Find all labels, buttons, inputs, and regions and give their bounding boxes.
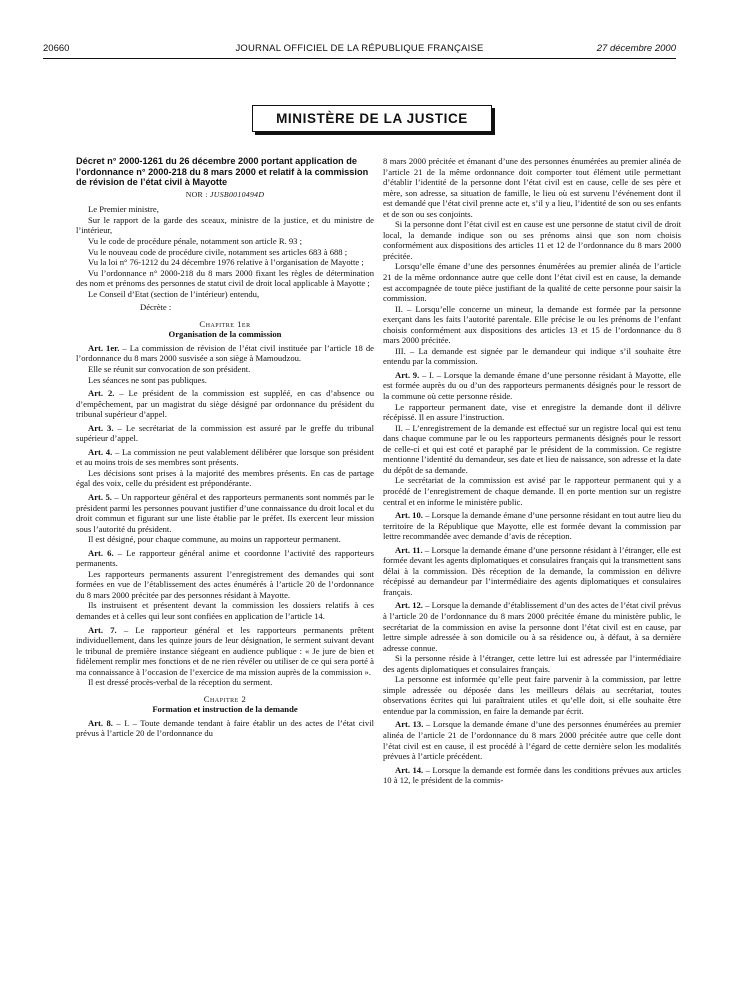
ministry-heading: MINISTÈRE DE LA JUSTICE	[252, 105, 492, 132]
paragraph: Sur le rapport de la garde des sceaux, ministre de la justice, et du ministre de l’intérieur,	[76, 214, 374, 236]
paragraph: Vu le code de procédure pénale, notamment son article R. 93 ;	[88, 235, 303, 246]
paragraph: Ils instruisent et présentent devant la commission les dossiers relatifs à ces demandes et à celles qui leur sont confiées en application de l’article 14.	[76, 600, 374, 622]
paragraph: Vu le nouveau code de procédure civile, notamment ses articles 683 à 688 ;	[88, 246, 348, 257]
article: Art. 3. – Le secrétariat de la commission est assuré par le greffe du tribunal supérieur d’appel.	[76, 422, 375, 444]
article: Art. 12. – Lorsque la demande d’établissement d’un des actes de l’état civil prévus à l’article 20 de l’ordonnance du 8 mars 2000 précitée émane du ministère public, le secrétariat de la commission en avise la personne dont l’état civil est en cause, par lettre simple adressée à son domicile ou à sa résidence ou, à défaut, à sa dernière adresse connue.	[383, 600, 681, 653]
nor-label: NOR :	[185, 189, 208, 199]
article-label: Art. 12.	[395, 600, 423, 611]
article: Art. 8. – I. – Toute demande tendant à faire établir un des actes de l’état civil prévus à l’article 20 de l’ordonnance du	[76, 717, 375, 739]
paragraph: Vu l’ordonnance n° 2000-218 du 8 mars 2000 fixant les règles de détermination des nom et prénoms des personnes de statut civil de droit local applicable à Mayotte ;	[76, 267, 374, 289]
nor-reference	[76, 190, 374, 201]
running-header	[43, 43, 676, 57]
article-label: Art. 7.	[88, 624, 117, 635]
paragraph: 8 mars 2000 précitée et émanant d’une des personnes énumérées au premier alinéa de l’article 21 de la même ordonnance doit comporter tout élément utile permettant d’établir l’identité de la personne dont l’état civil est en cause, celle de ses père et mère, son adresse, sa situation de famille, le lieu où est survenu l’événement dont il est demandé que l’état civil prenne acte et, s’il y a lieu, l’identité de son ou ses enfants et de son ou ses conjoints.	[383, 156, 681, 219]
paragraph: III. – La demande est signée par le demandeur qui indique s’il souhaite être entendu par la commission.	[383, 345, 681, 367]
paragraph: Le rapporteur permanent date, vise et enregistre la demande dont il délivre récépissé. Il en assure l’instruction.	[383, 401, 681, 423]
paragraph: II. – Lorsqu’elle concerne un mineur, la demande est formée par la personne exerçant dans les faits l’autorité parentale. Elle précise le ou les prénoms de l’enfant choisis conformément aux dispositions des articles 13 et 15 de l’ordonnance du 8 mars 2000 précitée.	[383, 303, 681, 346]
paragraph: Vu la loi n° 76-1212 du 24 décembre 1976 relative à l’organisation de Mayotte ;	[88, 257, 364, 268]
article-label: Art. 14.	[395, 764, 424, 775]
chapter-label: Chapitre 2	[203, 693, 247, 704]
nor-code: JUSB0010494D	[210, 189, 265, 199]
article: Art. 6. – Le rapporteur général anime et coordonne l’activité des rapporteurs permanents.	[76, 547, 375, 569]
right-column	[383, 156, 681, 786]
article-label: Art. 2.	[88, 388, 115, 399]
paragraph: Il est dressé procès-verbal de la réception du serment.	[88, 677, 273, 688]
article: Art. 14. – Lorsque la demande est formée dans les conditions prévues aux articles 10 à 12, le président de la commis-	[383, 764, 682, 786]
article: Art. 1er. – La commission de révision de l’état civil instituée par l’article 18 de l’ordonnance du 8 mars 2000 susvisée a son siège à Mamoudzou.	[76, 342, 374, 364]
article-label: Art. 5.	[88, 492, 112, 502]
chapter-title: Organisation de la commission	[168, 329, 282, 340]
paragraph: Il est désigné, pour chaque commune, au moins un rapporteur permanent.	[88, 534, 341, 545]
article-label: Art. 9.	[395, 369, 420, 380]
article: Art. 5. – Un rapporteur général et des rapporteurs permanents sont nommés par le président parmi les personnes pouvant justifier d’une connaissance du droit local et du droit commun et figurant sur une liste établie par le préfet. Ils exercent leur mission sous l’autorité du président.	[76, 492, 375, 534]
paragraph: Si la personne réside à l’étranger, cette lettre lui est adressée par l’intermédiaire des agents diplomatiques et consulaires français.	[383, 653, 681, 674]
article-label: Art. 4.	[88, 446, 113, 457]
paragraph: Les séances ne sont pas publiques.	[88, 374, 207, 385]
article: Art. 13. – Lorsque la demande émane d’une des personnes énumérées au premier alinéa de l’article 21 de l’ordonnance du 8 mars 2000 précitée autre que celle dont l’état civil est en cause, il est procédé à l’égard de cette dernière selon les modalités prévues à l’article précédent.	[383, 719, 681, 762]
header-rule	[43, 58, 676, 59]
paragraph: La personne est informée qu’elle peut faire parvenir à la commission, par lettre simple adressée ou déposée dans les meilleurs délais au secrétariat, toutes observations écrites qui lui paraîtraient utiles et qu’elle doit, si elle souhaite être entendue par la commission, en faire la demande par écrit.	[383, 674, 681, 716]
article-label: Art. 1er.	[88, 342, 120, 353]
article-label: Art. 10.	[395, 510, 423, 521]
article-label: Art. 8.	[88, 717, 113, 728]
article: Art. 4. – La commission ne peut valablement délibérer que lorsque son président et au moins trois de ses membres sont présents.	[76, 446, 374, 468]
article: Art. 9. – I. – Lorsque la demande émane d’une personne résidant à Mayotte, elle est formée auprès du ou d’un des rapporteurs permanents désignés pour le ressort de la commune où cette personne réside.	[383, 369, 682, 402]
paragraph: Le Conseil d’Etat (section de l’intérieur) entendu,	[88, 288, 260, 299]
article-label: Art. 13.	[395, 719, 424, 730]
page-number: 20660	[43, 43, 70, 54]
issue-date: 27 décembre 2000	[596, 43, 676, 54]
article-label: Art. 6.	[88, 547, 114, 558]
article: Art. 2. – Le président de la commission est suppléé, en cas d’absence ou d’empêchement, par un magistrat du siège désigné par ordonnance du président du tribunal supérieur d’appel.	[76, 388, 374, 420]
paragraph: Lorsqu’elle émane d’une des personnes énumérées au premier alinéa de l’article 21 de la même ordonnance autre que celle dont l’état civil est en cause, la demande est accompagnée de toute pièce justifiant de la qualité de cette personne pour saisir la commission.	[383, 261, 681, 304]
chapter-title: Formation et instruction de la demande	[152, 704, 298, 715]
paragraph: Le secrétariat de la commission est avisé par le rapporteur permanent qui y a procédé de l’enregistrement de chaque demande. Il en porte mention sur un registre central et en informe le ministère public.	[383, 475, 681, 507]
article: Art. 10. – Lorsque la demande émane d’une personne résidant en tout autre lieu du territoire de la République que Mayotte, elle est formée devant la commission par lettre recommandée avec demande d’avis de réception.	[383, 510, 681, 542]
paragraph: II. – L’enregistrement de la demande est effectué sur un registre local qui est tenu dans chaque commune par le ou les rapporteurs permanents désignés pour le ressort de celle-ci et qui est coté et paraphé par le président de la commission. Ce registre mentionne l’identité du demandeur, ses date et lieu de naissance, son adresse et la date du dépôt de sa demande.	[383, 422, 681, 475]
decrete-line: Décrète :	[140, 302, 172, 313]
paragraph: Si la personne dont l’état civil est en cause est une personne de statut civil de droit local, la demande indique son ou ses prénoms ainsi que son nom choisis conformément aux dispositions des articles 11 et 12 de l’ordonnance du 8 mars 2000 précitée.	[383, 219, 681, 261]
paragraph: Les décisions sont prises à la majorité des membres présents. En cas de partage égal des voix, celle du président est prépondérante.	[76, 467, 374, 489]
article-label: Art. 11.	[395, 544, 423, 555]
journal-title: JOURNAL OFFICIEL DE LA RÉPUBLIQUE FRANÇAISE	[235, 43, 484, 54]
paragraph: Elle se réunit sur convocation de son président.	[88, 363, 251, 374]
chapter-label: Chapitre 1er	[199, 318, 251, 329]
article: Art. 11. – Lorsque la demande émane d’une personne résidant à l’étranger, elle est formée devant les agents diplomatiques et consulaires français qui la transmettent sans délai à la commission. Dès réception de la demande, la commission en délivre récépissé au demandeur par l’intermédiaire des agents diplomatiques et consulaires français.	[383, 544, 681, 597]
left-column	[76, 156, 374, 739]
paragraph: Le Premier ministre,	[88, 204, 159, 215]
decree-title: Décret n° 2000-1261 du 26 décembre 2000 portant application de l’ordonnance n° 2000-218 du 8 mars 2000 et relatif à la commission de révision de l’état civil à Mayotte	[76, 156, 369, 188]
paragraph: Les rapporteurs permanents assurent l’enregistrement des demandes qui sont formées en vue de l’établissement des actes énumérés à l’article 20 de l’ordonnance du 8 mars 2000 précitée par des personnes résidant à Mayotte.	[76, 568, 374, 600]
article: Art. 7. – Le rapporteur général et les rapporteurs permanents prêtent individuellement, dans les quinze jours de leur désignation, le serment suivant devant le tribunal de première instance siégeant en audience publique : « Je jure de bien et fidèlement remplir mes fonctions et de ne rien révéler ou utiliser de ce qui sera porté à ma connaissance à l’occasion de l’exercice de ma mission auprès de la commission ».	[76, 624, 375, 677]
article-label: Art. 3.	[88, 422, 114, 433]
